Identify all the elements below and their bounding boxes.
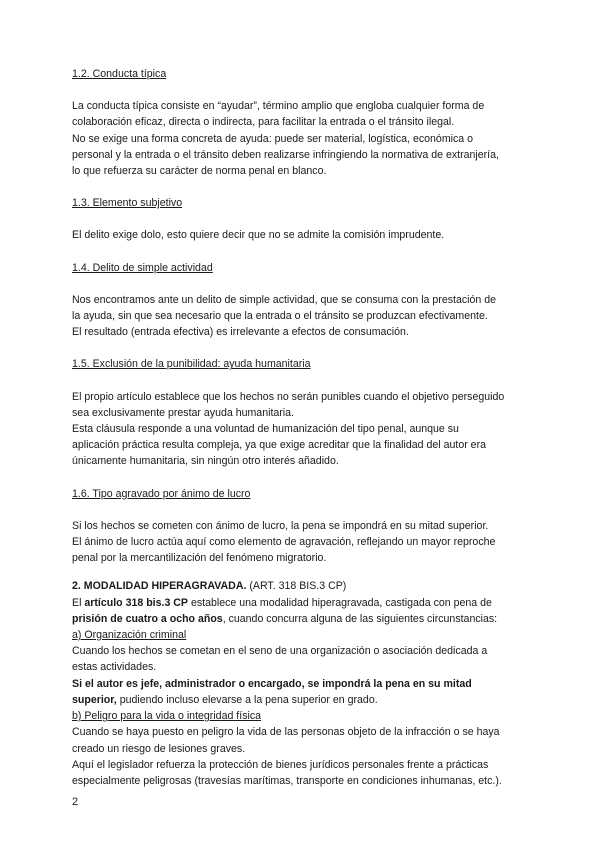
section-body-1-5: [72, 389, 542, 470]
body-line: estas actividades.: [72, 661, 157, 674]
document-page: [72, 66, 542, 789]
section-heading-1-6: 1.6. Tipo agravado por ánimo de lucro: [72, 487, 251, 500]
body-line: [72, 692, 542, 708]
body-line: Esta cláusula responde a una voluntad de humanización del tipo penal, aunque su: [72, 423, 459, 436]
body-line: especialmente peligrosas (travesías marítimas, transporte en condiciones inhumanas, etc.).: [72, 774, 502, 787]
section-heading-1-5: 1.5. Exclusión de la punibilidad: ayuda humanitaria: [72, 358, 311, 371]
body-line: aplicación práctica resulta compleja, ya que exige acreditar que la finalidad del autor era: [72, 439, 486, 452]
subheading-b: b) Peligro para la vida o integridad física: [72, 710, 262, 723]
text-run: El: [72, 596, 85, 609]
body-line: El ánimo de lucro actúa aquí como elemento de agravación, reflejando un mayor reproche: [72, 536, 496, 549]
body-line: Si los hechos se cometen con ánimo de lucro, la pena se impondrá en su mitad superior.: [72, 519, 489, 532]
body-line: personal y la entrada o el tránsito deben realizarse infringiendo la normativa de extranjería,: [72, 148, 499, 161]
text-run-bold: Si el autor es jefe, administrador o encargado, se impondrá la pena en su mitad: [72, 677, 472, 690]
section-body-1-3: [72, 227, 542, 243]
body-line: [72, 611, 542, 627]
section-body-1-2: [72, 98, 542, 179]
section-heading-2: [72, 578, 542, 594]
section-heading-1-3: 1.3. Elemento subjetivo: [72, 197, 183, 210]
text-run-bold: prisión de cuatro a ocho años: [72, 612, 223, 625]
subheading-a: a) Organización criminal: [72, 629, 187, 642]
text-run: pudiendo incluso elevarse a la pena superior en grado.: [116, 693, 378, 706]
heading-article-ref: (ART. 318 BIS.3 CP): [246, 580, 347, 593]
body-line: penal por la mercantilización del fenómeno migratorio.: [72, 552, 327, 565]
body-line: únicamente humanitaria, sin ningún otro interés añadido.: [72, 455, 339, 468]
section-2: [72, 578, 542, 789]
body-line: El propio artículo establece que los hechos no serán punibles cuando el objetivo perseguido: [72, 390, 505, 403]
page-number: 2: [72, 796, 79, 808]
section-body-1-4: [72, 292, 542, 341]
text-run-bold: superior,: [72, 693, 117, 706]
body-line-bold: [72, 676, 542, 692]
body-line: colaboración eficaz, directa o indirecta, para facilitar la entrada o el tránsito ilegal.: [72, 116, 455, 129]
body-line: creado un riesgo de lesiones graves.: [72, 742, 246, 755]
body-line: la ayuda, sin que sea necesario que la entrada o el tránsito se produzcan efectivamente.: [72, 310, 488, 323]
body-line: El delito exige dolo, esto quiere decir que no se admite la comisión imprudente.: [72, 229, 445, 242]
heading-bold: 2. MODALIDAD HIPERAGRAVADA.: [72, 580, 247, 593]
body-line: La conducta típica consiste en “ayudar”, término amplio que engloba cualquier forma de: [72, 100, 485, 113]
body-line: El resultado (entrada efectiva) es irrelevante a efectos de consumación.: [72, 326, 409, 339]
text-run: , cuando concurra alguna de las siguientes circunstancias:: [222, 612, 498, 625]
text-run: establece una modalidad hiperagravada, castigada con pena de: [188, 596, 492, 609]
body-line: Aquí el legislador refuerza la protección de bienes jurídicos personales frente a prácticas: [72, 758, 489, 771]
body-line: Cuando se haya puesto en peligro la vida de las personas objeto de la infracción o se haya: [72, 726, 500, 739]
body-line: No se exige una forma concreta de ayuda: puede ser material, logística, económica o: [72, 132, 474, 145]
body-line: sea exclusivamente prestar ayuda humanitaria.: [72, 406, 294, 419]
section-body-1-6: [72, 518, 542, 567]
body-line: [72, 595, 542, 611]
section-heading-1-4: 1.4. Delito de simple actividad: [72, 261, 213, 274]
section-heading-1-2: 1.2. Conducta típica: [72, 68, 167, 80]
text-run-bold: artículo 318 bis.3 CP: [84, 596, 189, 609]
body-line: Cuando los hechos se cometan en el seno de una organización o asociación dedicada a: [72, 645, 488, 658]
body-line: lo que refuerza su carácter de norma penal en blanco.: [72, 165, 327, 178]
body-line: Nos encontramos ante un delito de simple actividad, que se consuma con la prestación de: [72, 293, 496, 306]
